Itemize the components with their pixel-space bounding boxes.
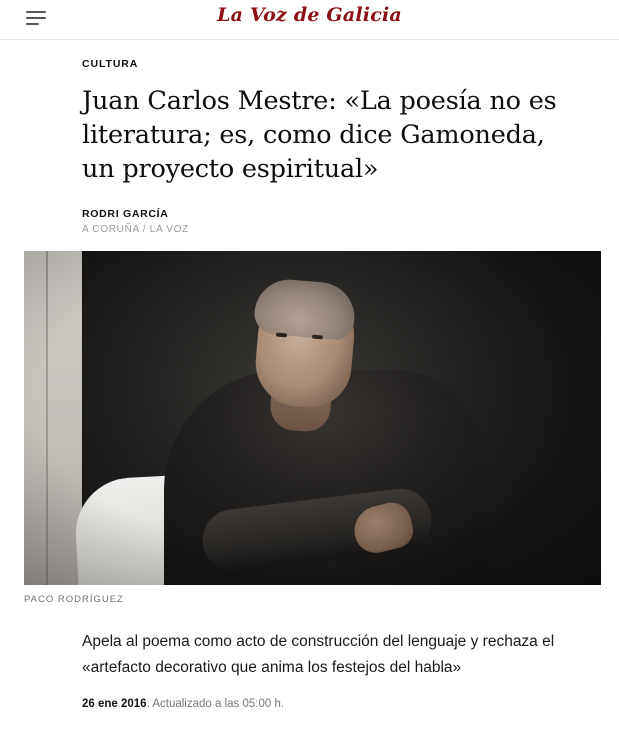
updated-time: . Actualizado a las 05:00 h. <box>146 697 285 710</box>
article-lede: Apela al poema como acto de construcción del lenguaje y rechaza el «artefacto decorativo que anima los festejos del habla» <box>82 633 555 676</box>
article-photo-container <box>24 251 601 605</box>
author-name[interactable]: RODRI GARCÍA <box>82 208 169 221</box>
photo-vignette <box>24 251 601 585</box>
page-title: Juan Carlos Mestre: «La poesía no es literatura; es, como dice Gamoneda, un proyecto espiritual» <box>82 86 557 185</box>
author-location: A CORUÑA / LA VOZ <box>82 224 189 236</box>
photo-credit: PACO RODRÍGUEZ <box>24 594 124 606</box>
article-dateline <box>82 698 595 710</box>
article-photo <box>24 251 601 585</box>
site-header <box>0 0 619 40</box>
site-logo[interactable]: La Voz de Galicia <box>217 4 402 26</box>
publish-date: 26 ene 2016 <box>82 697 147 710</box>
section-kicker[interactable]: CULTURA <box>82 58 139 70</box>
article <box>0 58 619 710</box>
